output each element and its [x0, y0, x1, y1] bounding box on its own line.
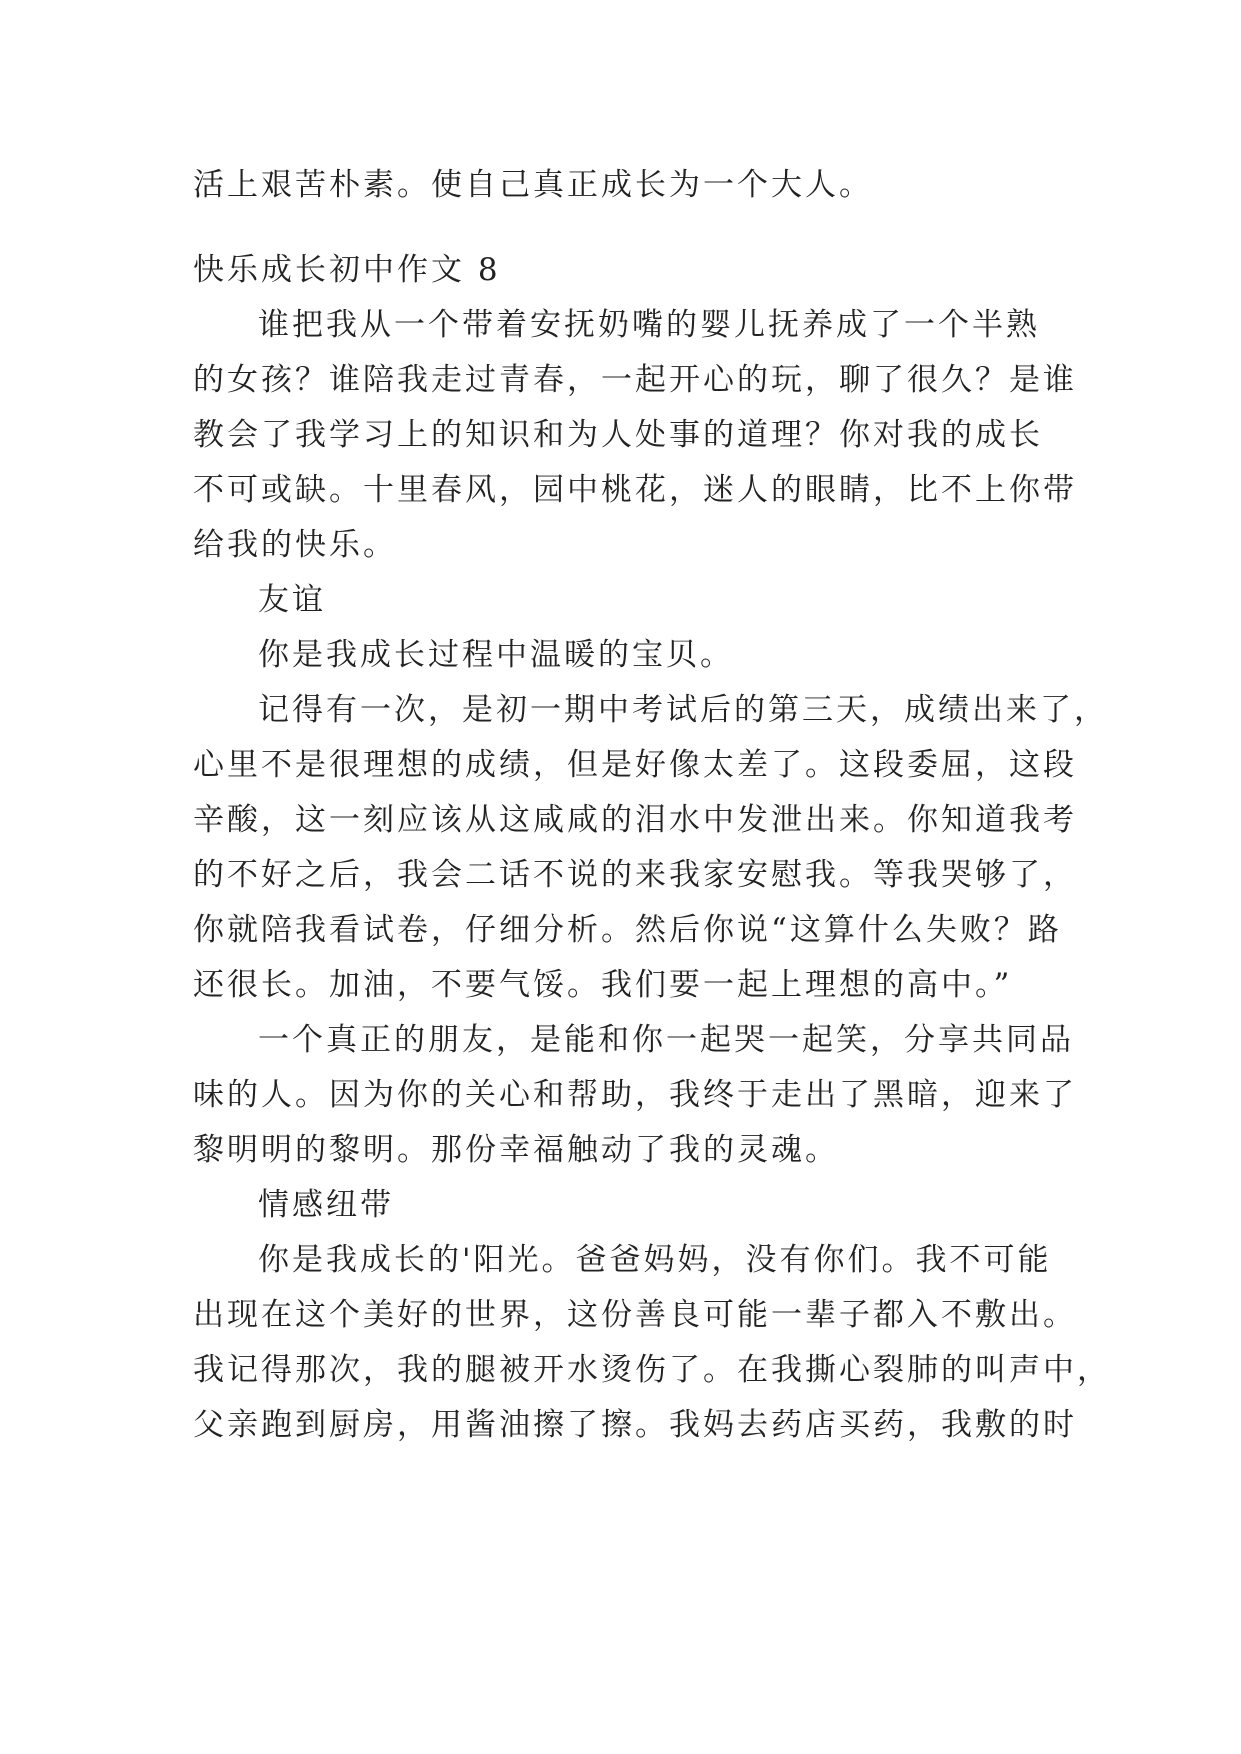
text-line: 谁把我从一个带着安抚奶嘴的婴儿抚养成了一个半熟 — [258, 307, 1040, 343]
text-line: 一个真正的朋友，是能和你一起哭一起笑，分享共同品 — [258, 1022, 1074, 1058]
subheading-friendship: 友谊 — [258, 582, 326, 618]
text-line: 出现在这个美好的世界，这份善良可能一辈子都入不敷出。 — [193, 1297, 1077, 1333]
text-line: 不可或缺。十里春风，园中桃花，迷人的眼睛，比不上你带 — [193, 472, 1077, 508]
text-line: 给我的快乐。 — [193, 527, 397, 563]
text-line: 我记得那次，我的腿被开水烫伤了。在我撕心裂肺的叫声中， — [193, 1352, 1111, 1388]
text-line: 你就陪我看试卷，仔细分析。然后你说“这算什么失败？路 — [193, 912, 1062, 948]
text-line: 味的人。因为你的关心和帮助，我终于走出了黑暗，迎来了 — [193, 1077, 1077, 1113]
text-line: 你是我成长过程中温暖的宝贝。 — [258, 637, 734, 673]
section-heading: 快乐成长初中作文 8 — [193, 252, 501, 288]
text-line: 心里不是很理想的成绩，但是好像太差了。这段委屈，这段 — [193, 747, 1077, 783]
text-line: 的女孩？谁陪我走过青春，一起开心的玩，聊了很久？是谁 — [193, 362, 1077, 398]
text-line: 你是我成长的'阳光。爸爸妈妈，没有你们。我不可能 — [258, 1242, 1052, 1278]
text-line: 记得有一次，是初一期中考试后的第三天，成绩出来了， — [258, 692, 1108, 728]
text-line: 活上艰苦朴素。使自己真正成长为一个大人。 — [193, 167, 873, 203]
text-line: 教会了我学习上的知识和为人处事的道理？你对我的成长 — [193, 417, 1043, 453]
subheading-emotional-bond: 情感纽带 — [258, 1187, 394, 1223]
text-line: 的不好之后，我会二话不说的来我家安慰我。等我哭够了， — [193, 857, 1077, 893]
text-line: 黎明明的黎明。那份幸福触动了我的灵魂。 — [193, 1132, 839, 1168]
text-line: 父亲跑到厨房，用酱油擦了擦。我妈去药店买药，我敷的时 — [193, 1407, 1077, 1443]
text-line: 还很长。加油，不要气馁。我们要一起上理想的高中。” — [193, 967, 1013, 1003]
text-line: 辛酸，这一刻应该从这咸咸的泪水中发泄出来。你知道我考 — [193, 802, 1077, 838]
